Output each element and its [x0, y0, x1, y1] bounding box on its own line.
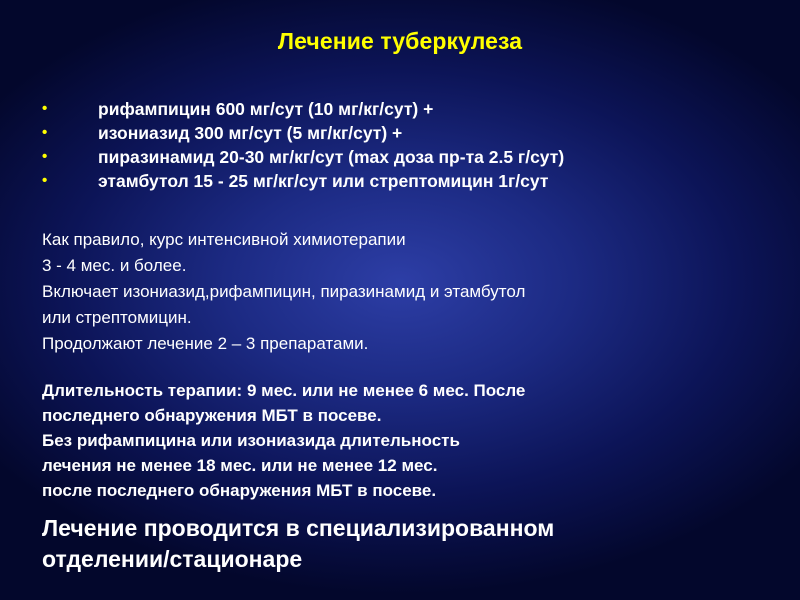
drug-isoniazid: изониазид 300 мг/сут (5 мг/кг/сут) + — [98, 123, 403, 143]
bullet-dot-icon: • — [42, 172, 48, 189]
intensive-phase-paragraph — [42, 227, 525, 357]
text-line: 3 - 4 мес. и более. — [42, 256, 187, 275]
text-line: Включает изониазид,рифампицин, пиразинамид и этамбутол — [42, 282, 526, 301]
hospital-note — [42, 513, 554, 575]
drug-ethambutol: этамбутол 15 - 25 мг/кг/сут или стрептомицин 1г/сут — [98, 171, 549, 191]
text-line: или стрептомицин. — [42, 308, 192, 327]
bullet-dot-icon: • — [42, 124, 48, 141]
slide-title: Лечение туберкулеза — [277, 28, 523, 54]
text-line: Длительность терапии: 9 мес. или не менее 6 мес. После — [42, 381, 526, 400]
drug-rifampicin: рифампицин 600 мг/сут (10 мг/кг/сут) + — [98, 99, 434, 119]
text-line: после последнего обнаружения МБТ в посеве. — [42, 481, 437, 500]
text-line: лечения не менее 18 мес. или не менее 12 мес. — [42, 456, 438, 475]
text-line: последнего обнаружения МБТ в посеве. — [42, 406, 382, 425]
text-line: отделении/стационаре — [42, 546, 303, 572]
duration-paragraph — [42, 378, 525, 503]
text-line: Лечение проводится в специализированном — [42, 515, 555, 541]
bullet-dot-icon: • — [42, 148, 48, 165]
text-line: Продолжают лечение 2 – 3 препаратами. — [42, 334, 369, 353]
text-line: Как правило, курс интенсивной химиотерапии — [42, 230, 406, 249]
bullet-dot-icon: • — [42, 100, 48, 117]
text-line: Без рифампицина или изониазида длительность — [42, 431, 460, 450]
drug-pyrazinamide: пиразинамид 20-30 мг/кг/сут (max доза пр-та 2.5 г/сут) — [98, 147, 565, 167]
